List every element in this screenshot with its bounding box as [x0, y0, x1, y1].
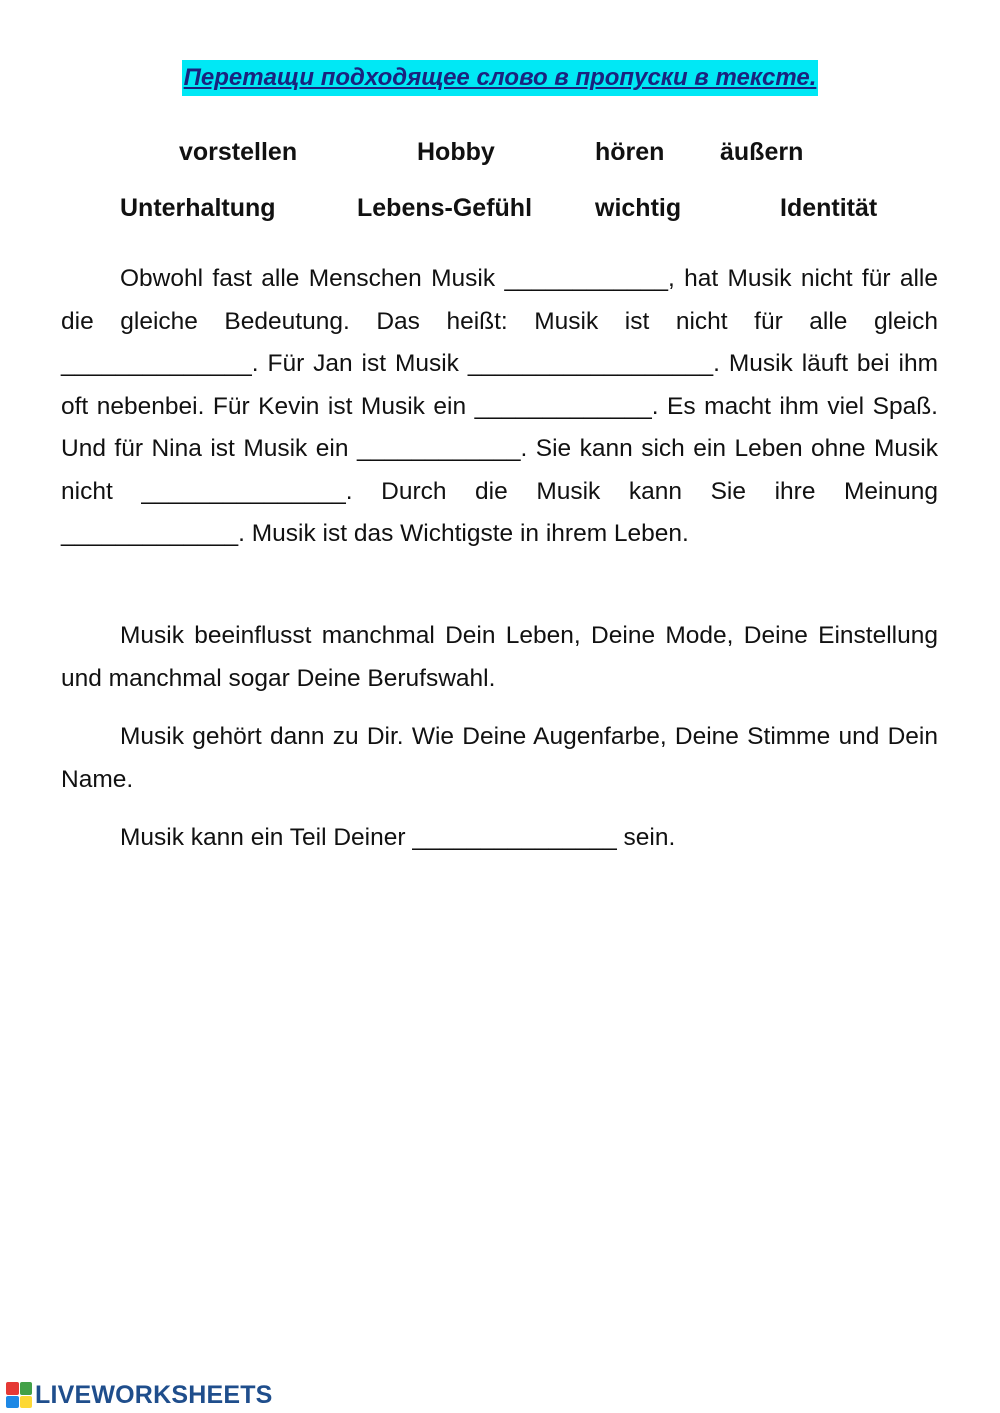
logo-icon [6, 1382, 32, 1408]
blank-3[interactable]: __________________ [467, 350, 714, 377]
word-option-hoeren[interactable]: hören [595, 138, 665, 166]
word-option-hobby[interactable]: Hobby [417, 138, 495, 166]
word-option-wichtig[interactable]: wichtig [595, 194, 682, 222]
blank-4[interactable]: _____________ [474, 392, 652, 420]
instruction-container [0, 60, 1000, 96]
blank-8[interactable]: _______________ [412, 824, 617, 851]
blank-6[interactable]: _______________ [141, 477, 346, 505]
liveworksheets-logo[interactable] [6, 1380, 273, 1410]
paragraph-1: Obwohl fast alle Menschen Musik ____________, hat Musik nicht für alle die gleiche Bedeutung. Das heißt: Musik ist nicht für alle gleich ______________. Für Jan ist Musik __________________. Musik läuft bei ihm oft nebenbei. Für Kevin ist Musik ein _____________. Es macht ihm viel Spaß. Und für Nina ist Musik ein ____________. Sie kann sich ein Leben ohne Musik nicht _______________. Durch die Musik kann Sie ihre Meinung _____________. Musik ist das Wichtigste in ihrem Leben. [61, 265, 939, 547]
paragraph-3: Musik gehört dann zu Dir. Wie Deine Augenfarbe, Deine Stimme und Dein Name. [61, 723, 938, 793]
instruction-text: Перетащи подходящее слово в пропуски в тексте. [182, 60, 819, 96]
blank-5[interactable]: ____________ [356, 435, 521, 462]
word-option-vorstellen[interactable]: vorstellen [179, 138, 298, 166]
blank-2[interactable]: ______________ [61, 350, 252, 377]
word-option-aeussern[interactable]: äußern [720, 138, 804, 166]
logo-text: LIVEWORKSHEETS [35, 1380, 273, 1409]
paragraph-2: Musik beeinflusst manchmal Dein Leben, Deine Mode, Deine Einstellung und manchmal sogar Deine Berufswahl. [61, 622, 938, 692]
word-option-identitaet[interactable]: Identität [780, 194, 878, 222]
word-option-unterhaltung[interactable]: Unterhaltung [120, 194, 276, 222]
word-option-lebens-gefuehl[interactable]: Lebens-Gefühl [357, 194, 533, 222]
blank-7[interactable]: _____________ [61, 520, 239, 547]
blank-1[interactable]: ____________ [504, 265, 668, 292]
paragraph-4: Musik kann ein Teil Deiner _______________ sein. [120, 824, 676, 851]
